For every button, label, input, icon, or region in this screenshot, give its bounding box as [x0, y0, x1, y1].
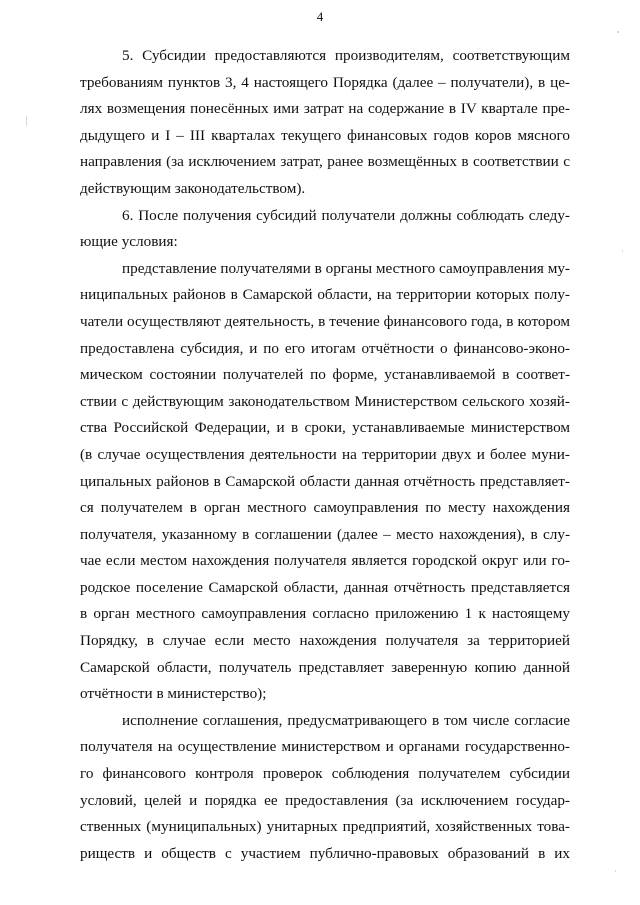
paragraph-reporting-condition: [80, 256, 570, 708]
text-line: требованиям пунктов 3, 4 настоящего Порядка (далее – получатели), в це-: [80, 73, 570, 91]
paragraph-5-subsidies: [80, 43, 570, 203]
text-line: ствии с действующим законодательством Министерством сельского хозяй-: [80, 392, 570, 410]
scan-mark: [615, 870, 616, 872]
text-line: Самарской области, получатель представляет заверенную копию данной: [80, 658, 570, 676]
text-line: ципальных районов в Самарской области данная отчётность представляет-: [80, 472, 570, 490]
text-line: действующим законодательством).: [80, 179, 306, 197]
page-number: 4: [316, 9, 324, 24]
text-line: (в случае осуществления деятельности на территории двух и более муни-: [80, 445, 570, 463]
text-line: представление получателями в органы местного самоуправления му-: [122, 259, 570, 277]
text-line: условий, целей и порядка ее предоставления (за исключением государ-: [80, 791, 570, 809]
text-line: получателя, указанному в соглашении (далее – место нахождения), в слу-: [80, 525, 570, 543]
text-line: чае если местом нахождения получателя является городской округ или го-: [80, 552, 570, 570]
text-line: дыдущего и I – III кварталах текущего финансовых годов коров мясного: [80, 126, 570, 144]
paragraph-6-conditions: [80, 203, 570, 256]
scan-mark: [26, 116, 27, 126]
text-line: направления (за исключением затрат, ранее возмещённых в соответствии с: [80, 153, 570, 171]
text-line: го финансового контроля проверок соблюдения получателем субсидии: [80, 765, 570, 783]
text-line: исполнение соглашения, предусматривающего в том числе согласие: [122, 711, 570, 729]
text-line: риществ и обществ с участием публично-правовых образований в их: [80, 844, 570, 862]
scan-mark: [622, 250, 623, 252]
text-line: мическом состоянии получателей по форме, устанавливаемой в соответ-: [80, 366, 570, 384]
text-line: 6. После получения субсидий получатели должны соблюдать следу-: [122, 206, 570, 224]
text-line: Порядку, в случае если место нахождения получателя за территорией: [80, 632, 570, 650]
text-line: ющие условия:: [80, 233, 178, 251]
document-body: [80, 43, 570, 867]
text-line: ственных (муниципальных) унитарных предприятий, хозяйственных това-: [80, 818, 570, 836]
text-line: 5. Субсидии предоставляются производителям, соответствующим: [122, 47, 570, 64]
text-line: получателя на осуществление министерством и органами государственно-: [80, 738, 570, 756]
scan-mark: [617, 31, 619, 33]
text-line: ся получателем в орган местного самоуправления по месту нахождения: [80, 499, 570, 517]
text-line: предоставлена субсидия, и по его итогам отчётности о финансово-эконо-: [80, 339, 570, 357]
text-line: в орган местного самоуправления согласно приложению 1 к настоящему: [80, 605, 570, 623]
text-line: чатели осуществляют деятельность, в течение финансового года, в котором: [80, 312, 570, 330]
text-line: ниципальных районов в Самарской области, на территории которых полу-: [80, 286, 570, 304]
text-line: родское поселение Самарской области, данная отчётность представляется: [80, 578, 570, 596]
paragraph-agreement-condition: [80, 708, 570, 868]
text-line: отчётности в министерство);: [80, 685, 267, 703]
text-line: лях возмещения понесённых ими затрат на содержание в IV квартале пре-: [80, 100, 570, 118]
text-line: ства Российской Федерации, и в сроки, устанавливаемые министерством: [80, 419, 570, 437]
